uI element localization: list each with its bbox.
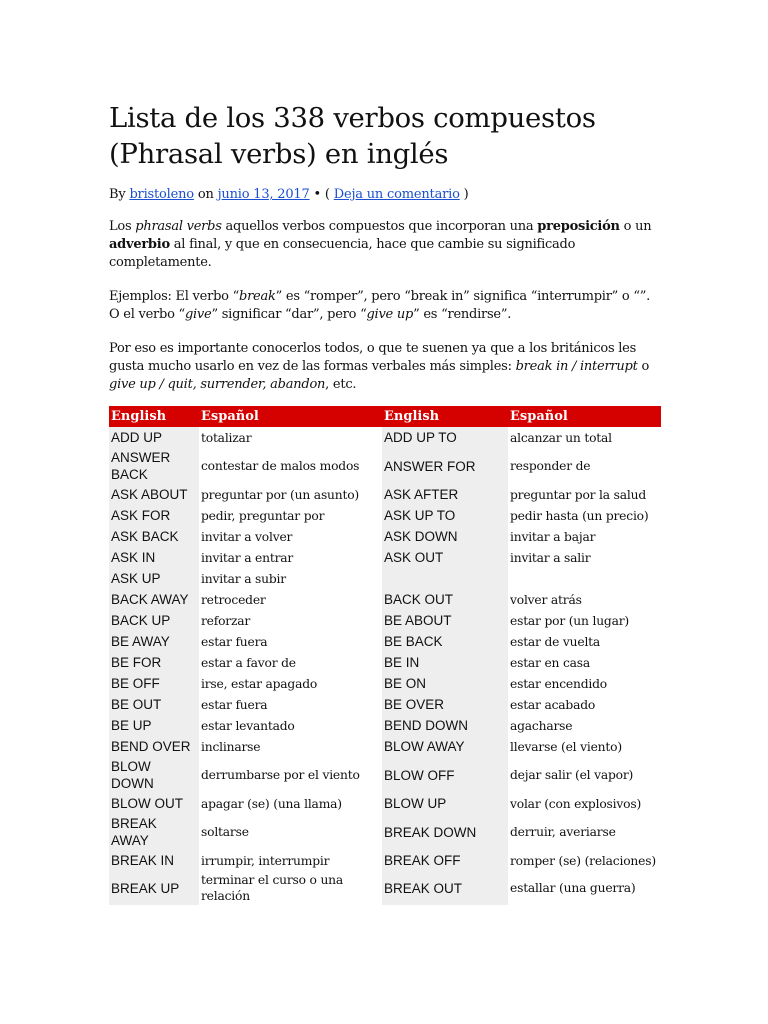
table-row — [109, 736, 661, 757]
article — [109, 100, 661, 394]
header-english-2: English — [382, 406, 508, 427]
spanish-meaning-cell: invitar a bajar — [510, 529, 596, 544]
byline-separator: • ( — [313, 187, 330, 202]
english-verb-cell: BE BACK — [382, 631, 508, 652]
english-verb-cell: ASK ABOUT — [109, 484, 199, 505]
importance-emphasis-1: break in / interrupt — [515, 359, 638, 374]
intro-paragraph — [109, 218, 661, 272]
table-row — [109, 631, 661, 652]
table-row — [109, 610, 661, 631]
spanish-meaning-cell: estar encendido — [510, 676, 608, 691]
spanish-meaning-cell: romper (se) (relaciones) — [510, 853, 656, 868]
intro-text-4: al final, y que en consecuencia, hace que cambie su significado completamente. — [109, 237, 576, 270]
english-verb-cell: BE UP — [109, 715, 199, 736]
table-row — [109, 814, 661, 850]
spanish-meaning-cell: pedir hasta (un precio) — [510, 508, 649, 523]
spanish-meaning-cell: alcanzar un total — [510, 430, 612, 445]
comment-link[interactable]: Deja un comentario — [333, 187, 460, 202]
table-header-row — [109, 406, 661, 427]
table-row — [109, 427, 661, 448]
english-verb-cell: BREAK UP — [109, 871, 199, 905]
table-row — [109, 526, 661, 547]
english-verb-cell: BE ON — [382, 673, 508, 694]
spanish-meaning-cell: terminar el curso o una relación — [201, 873, 344, 903]
spanish-meaning-cell: estar a favor de — [201, 655, 296, 670]
spanish-meaning-cell: irse, estar apagado — [201, 676, 318, 691]
examples-text-1: Ejemplos: El verbo “ — [109, 289, 239, 304]
header-spanish-2: Español — [508, 406, 661, 427]
english-verb-cell: BACK UP — [109, 610, 199, 631]
table-row — [109, 871, 661, 905]
intro-text-1: Los — [109, 219, 136, 234]
importance-text-2: o — [637, 359, 650, 374]
examples-emphasis-1: break — [239, 289, 276, 304]
english-verb-cell: BEND DOWN — [382, 715, 508, 736]
header-english-1: English — [109, 406, 199, 427]
spanish-meaning-cell: estar fuera — [201, 634, 268, 649]
english-verb-cell: ANSWER BACK — [109, 448, 199, 484]
english-verb-cell: ADD UP TO — [382, 427, 508, 448]
english-verb-cell: BE AWAY — [109, 631, 199, 652]
intro-text-3: o un — [619, 219, 652, 234]
english-verb-cell: BLOW AWAY — [382, 736, 508, 757]
english-verb-cell: BACK AWAY — [109, 589, 199, 610]
spanish-meaning-cell: reforzar — [201, 613, 251, 628]
intro-emphasis: phrasal verbs — [135, 219, 222, 234]
table-row — [109, 448, 661, 484]
importance-text-3: , etc. — [325, 377, 357, 392]
importance-paragraph — [109, 340, 661, 394]
table-row — [109, 547, 661, 568]
english-verb-cell: ASK AFTER — [382, 484, 508, 505]
page-title: Lista de los 338 verbos compuestos (Phrasal verbs) en inglés — [109, 102, 596, 170]
english-verb-cell: BLOW UP — [382, 793, 508, 814]
examples-emphasis-3: give up — [366, 307, 414, 322]
spanish-meaning-cell: preguntar por (un asunto) — [201, 487, 360, 502]
english-verb-cell: ASK OUT — [382, 547, 508, 568]
english-verb-cell: BLOW DOWN — [109, 757, 199, 793]
english-verb-cell: BREAK IN — [109, 850, 199, 871]
english-verb-cell: ASK UP — [109, 568, 199, 589]
spanish-meaning-cell: invitar a subir — [201, 571, 286, 586]
english-verb-cell: ASK IN — [109, 547, 199, 568]
spanish-meaning-cell: derruir, averiarse — [510, 825, 616, 839]
header-spanish-1: Español — [199, 406, 382, 427]
intro-text-2: aquellos verbos compuestos que incorporan una — [221, 219, 538, 234]
table-row — [109, 673, 661, 694]
spanish-meaning-cell: estar fuera — [201, 697, 268, 712]
english-verb-cell: BREAK OUT — [382, 871, 508, 905]
examples-text-3: ” significar “dar”, pero “ — [211, 307, 367, 322]
english-verb-cell: ASK DOWN — [382, 526, 508, 547]
spanish-meaning-cell: irrumpir, interrumpir — [201, 853, 330, 868]
english-verb-cell — [382, 568, 508, 589]
byline-on: on — [197, 187, 214, 202]
spanish-meaning-cell: invitar a salir — [510, 550, 591, 565]
spanish-meaning-cell: contestar de malos modos — [201, 459, 360, 473]
spanish-meaning-cell: soltarse — [201, 825, 249, 839]
examples-emphasis-2: give — [184, 307, 212, 322]
spanish-meaning-cell: estar en casa — [510, 655, 591, 670]
english-verb-cell: BE ABOUT — [382, 610, 508, 631]
importance-emphasis-2: give up / quit, surrender, abandon — [109, 377, 326, 392]
byline-by: By — [109, 187, 126, 202]
importance-text-1: Por eso es importante conocerlos todos, o que te suenen ya que a los británicos les gusta mucho usarlo en vez de las formas verbales más simples: — [109, 341, 637, 374]
english-verb-cell: ADD UP — [109, 427, 199, 448]
byline-close: ) — [463, 187, 469, 202]
byline — [109, 186, 661, 204]
table-row — [109, 715, 661, 736]
table-row — [109, 652, 661, 673]
english-verb-cell: BLOW OUT — [109, 793, 199, 814]
spanish-meaning-cell: invitar a volver — [201, 529, 293, 544]
english-verb-cell: ASK FOR — [109, 505, 199, 526]
spanish-meaning-cell: pedir, preguntar por — [201, 508, 325, 523]
spanish-meaning-cell: estallar (una guerra) — [510, 881, 636, 895]
spanish-meaning-cell: estar de vuelta — [510, 634, 601, 649]
english-verb-cell: BACK OUT — [382, 589, 508, 610]
english-verb-cell: ANSWER FOR — [382, 448, 508, 484]
table-row — [109, 568, 661, 589]
english-verb-cell: BE FOR — [109, 652, 199, 673]
table-row — [109, 793, 661, 814]
english-verb-cell: ASK UP TO — [382, 505, 508, 526]
spanish-meaning-cell: responder de — [510, 459, 591, 473]
date-link[interactable]: junio 13, 2017 — [217, 187, 310, 202]
intro-bold-1: preposición — [537, 219, 620, 234]
author-link[interactable]: bristoleno — [129, 187, 194, 202]
english-verb-cell: BEND OVER — [109, 736, 199, 757]
spanish-meaning-cell: volver atrás — [510, 592, 582, 607]
table-row — [109, 850, 661, 871]
spanish-meaning-cell: dejar salir (el vapor) — [510, 768, 634, 782]
spanish-meaning-cell: estar levantado — [201, 718, 295, 733]
spanish-meaning-cell — [508, 568, 661, 589]
spanish-meaning-cell: invitar a entrar — [201, 550, 294, 565]
spanish-meaning-cell: llevarse (el viento) — [510, 739, 622, 754]
english-verb-cell: BREAK AWAY — [109, 814, 199, 850]
examples-text-2: ” es “romper”, pero “break in” significa “interrumpir” o “”. O el verbo “ — [109, 289, 651, 322]
english-verb-cell: BE OFF — [109, 673, 199, 694]
english-verb-cell: BREAK DOWN — [382, 814, 508, 850]
spanish-meaning-cell: derrumbarse por el viento — [201, 768, 360, 782]
spanish-meaning-cell: volar (con explosivos) — [510, 796, 642, 811]
english-verb-cell: BREAK OFF — [382, 850, 508, 871]
table-row — [109, 757, 661, 793]
english-verb-cell: BE OUT — [109, 694, 199, 715]
spanish-meaning-cell: apagar (se) (una llama) — [201, 796, 342, 811]
english-verb-cell: ASK BACK — [109, 526, 199, 547]
examples-paragraph — [109, 288, 661, 324]
english-verb-cell: BLOW OFF — [382, 757, 508, 793]
phrasal-verbs-table — [109, 406, 661, 905]
table-row — [109, 505, 661, 526]
table-row — [109, 694, 661, 715]
spanish-meaning-cell: agacharse — [510, 718, 573, 733]
english-verb-cell: BE IN — [382, 652, 508, 673]
spanish-meaning-cell: inclinarse — [201, 739, 261, 754]
table-row — [109, 484, 661, 505]
intro-bold-2: adverbio — [109, 237, 170, 252]
spanish-meaning-cell: totalizar — [201, 430, 252, 445]
table-row — [109, 589, 661, 610]
spanish-meaning-cell: estar por (un lugar) — [510, 613, 629, 628]
spanish-meaning-cell: preguntar por la salud — [510, 487, 646, 502]
spanish-meaning-cell: estar acabado — [510, 697, 596, 712]
spanish-meaning-cell: retroceder — [201, 592, 266, 607]
examples-text-4: ” es “rendirse”. — [413, 307, 512, 322]
english-verb-cell: BE OVER — [382, 694, 508, 715]
